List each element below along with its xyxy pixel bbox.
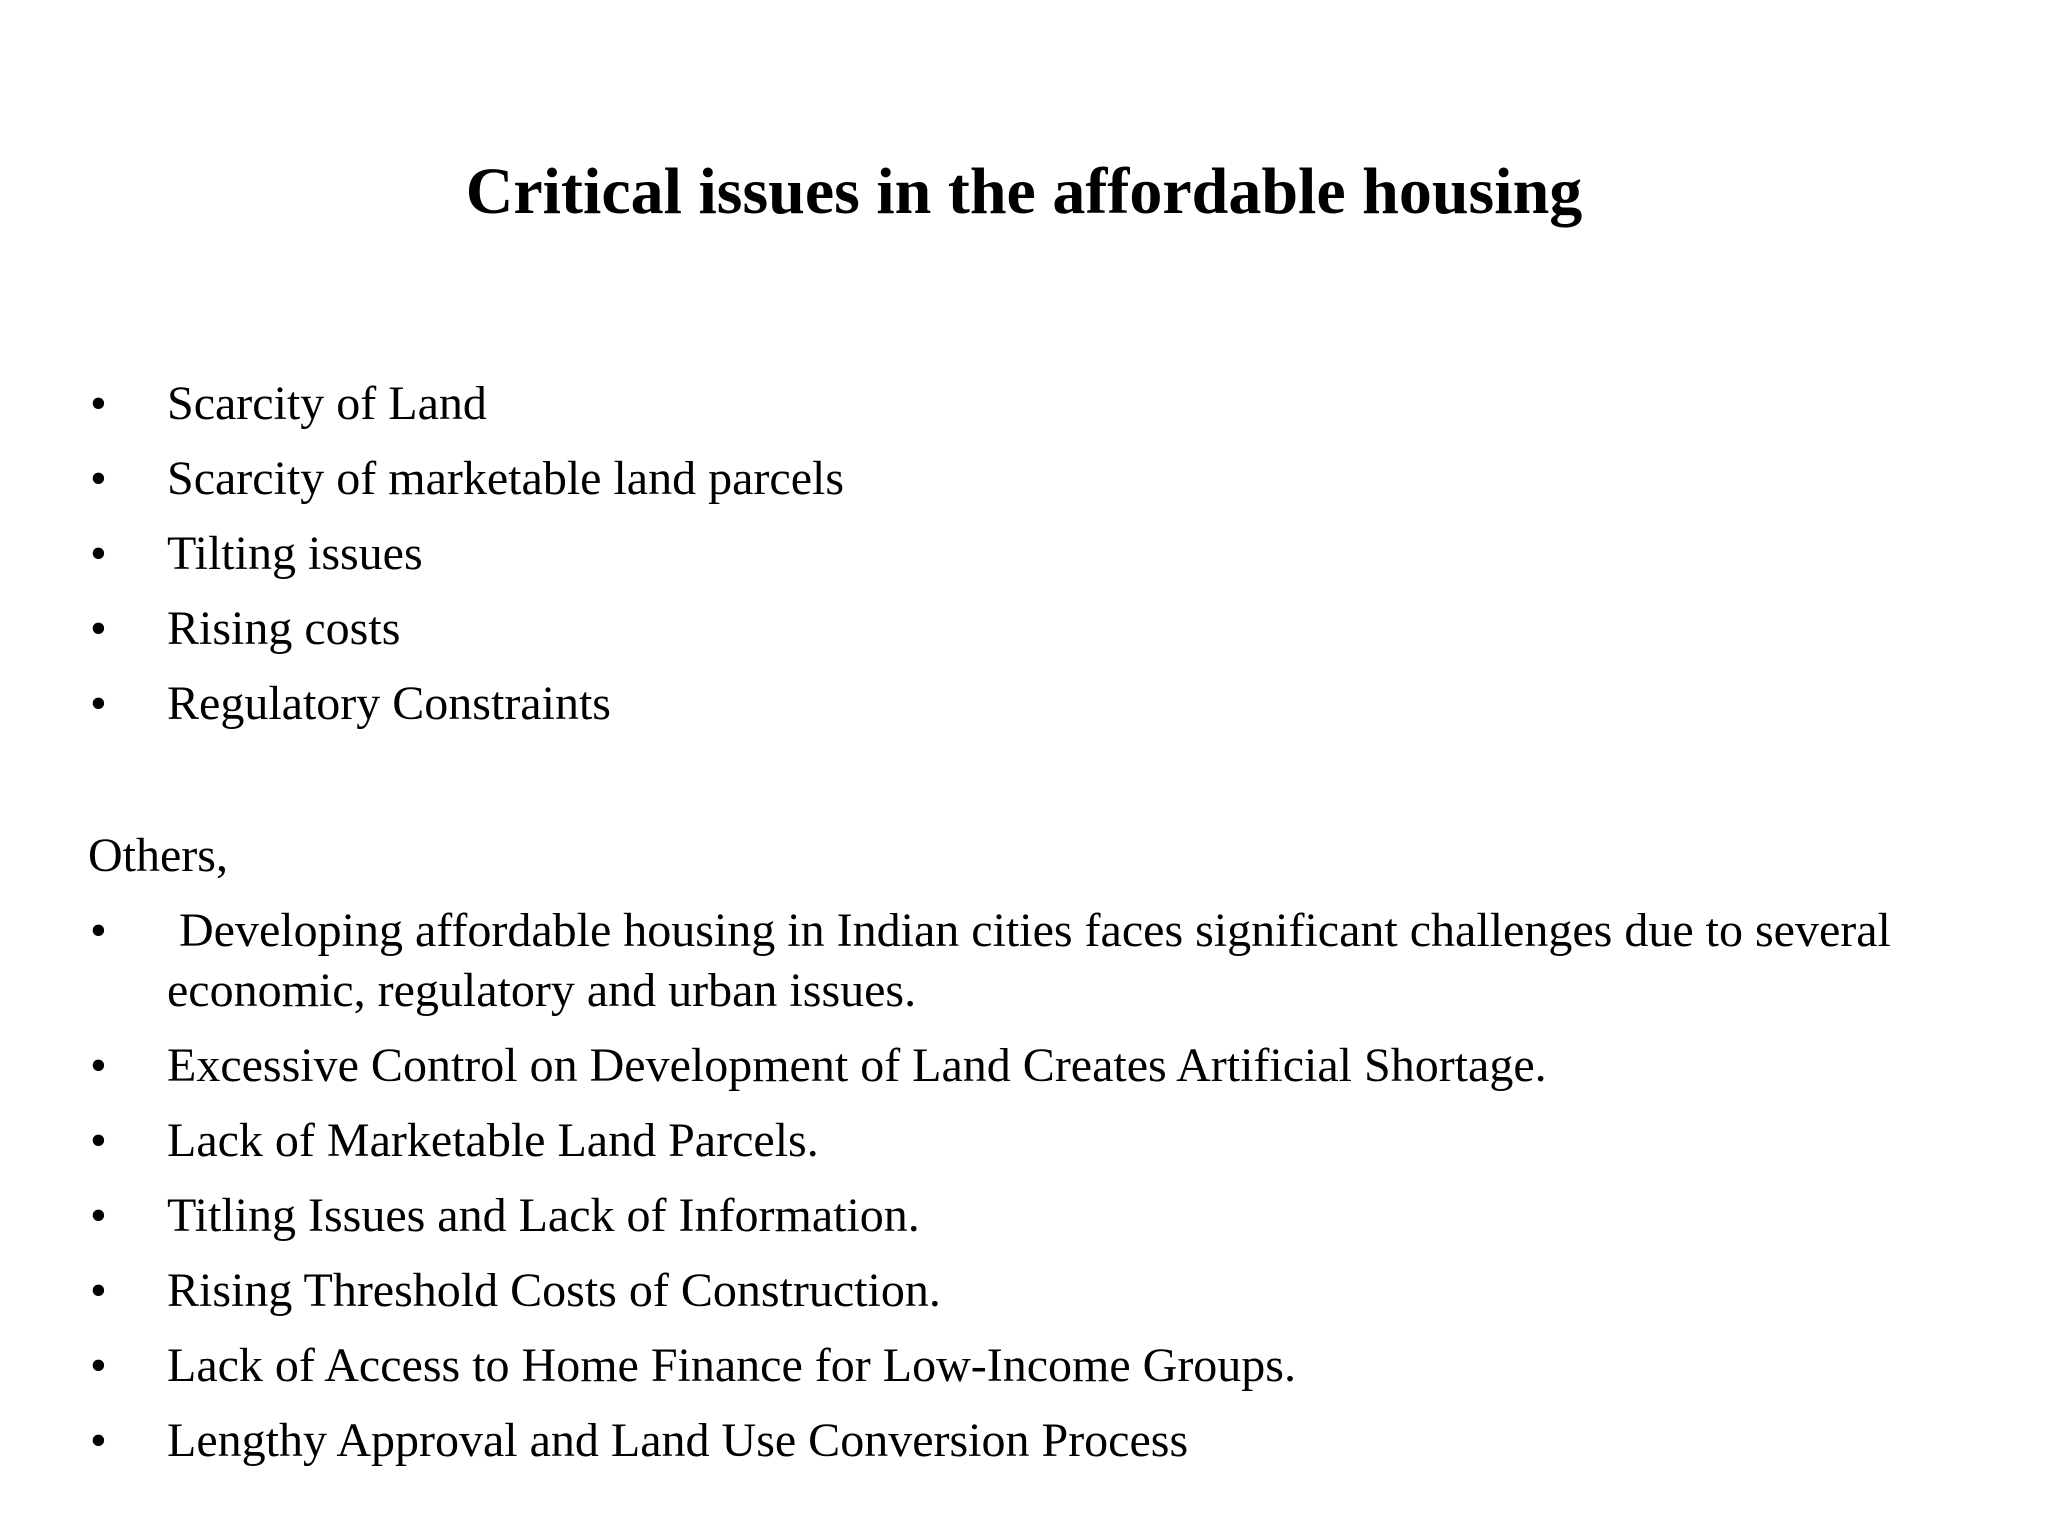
list-item (88, 1411, 1967, 1471)
bullet: • (90, 1114, 107, 1167)
others-label: Others, (88, 829, 228, 882)
other-issues-list (88, 901, 1967, 1486)
list-item-text: Regulatory Constraints (167, 677, 611, 730)
list-item (88, 599, 1967, 659)
list-item-text: Rising Threshold Costs of Construction. (167, 1264, 941, 1317)
list-item-text: Lack of Access to Home Finance for Low-Income Groups. (167, 1339, 1296, 1392)
bullet: • (90, 1039, 107, 1092)
bullet: • (90, 904, 107, 957)
list-item-text: Scarcity of Land (167, 377, 487, 430)
bullet: • (90, 377, 107, 430)
list-item (88, 1111, 1967, 1171)
list-item-text: Lengthy Approval and Land Use Conversion Process (167, 1414, 1189, 1467)
list-item (88, 1186, 1967, 1246)
list-item-text: Lack of Marketable Land Parcels. (167, 1114, 819, 1167)
bullet: • (90, 677, 107, 730)
list-item (88, 1336, 1967, 1396)
list-item-text: Scarcity of marketable land parcels (167, 452, 845, 505)
critical-issues-list (88, 374, 1967, 749)
list-item-text: Tilting issues (167, 527, 423, 580)
list-item (88, 674, 1967, 734)
list-item (88, 374, 1967, 434)
list-item (88, 1036, 1967, 1096)
bullet: • (90, 527, 107, 580)
list-item (88, 1261, 1967, 1321)
slide-title: Critical issues in the affordable housing (465, 155, 1583, 228)
list-item (88, 449, 1967, 509)
list-item-text: Titling Issues and Lack of Information. (167, 1189, 920, 1242)
bullet: • (90, 452, 107, 505)
bullet: • (90, 1339, 107, 1392)
list-item-text: Rising costs (167, 602, 401, 655)
list-item-text: Developing affordable housing in Indian cities faces significant challenges due to several economic, regulatory and urban issues. (167, 904, 1903, 1017)
list-item-text: Excessive Control on Development of Land Creates Artificial Shortage. (167, 1039, 1547, 1092)
bullet: • (90, 1414, 107, 1467)
list-item (88, 524, 1967, 584)
list-item (88, 901, 1967, 1021)
bullet: • (90, 1264, 107, 1317)
bullet: • (90, 1189, 107, 1242)
bullet: • (90, 602, 107, 655)
